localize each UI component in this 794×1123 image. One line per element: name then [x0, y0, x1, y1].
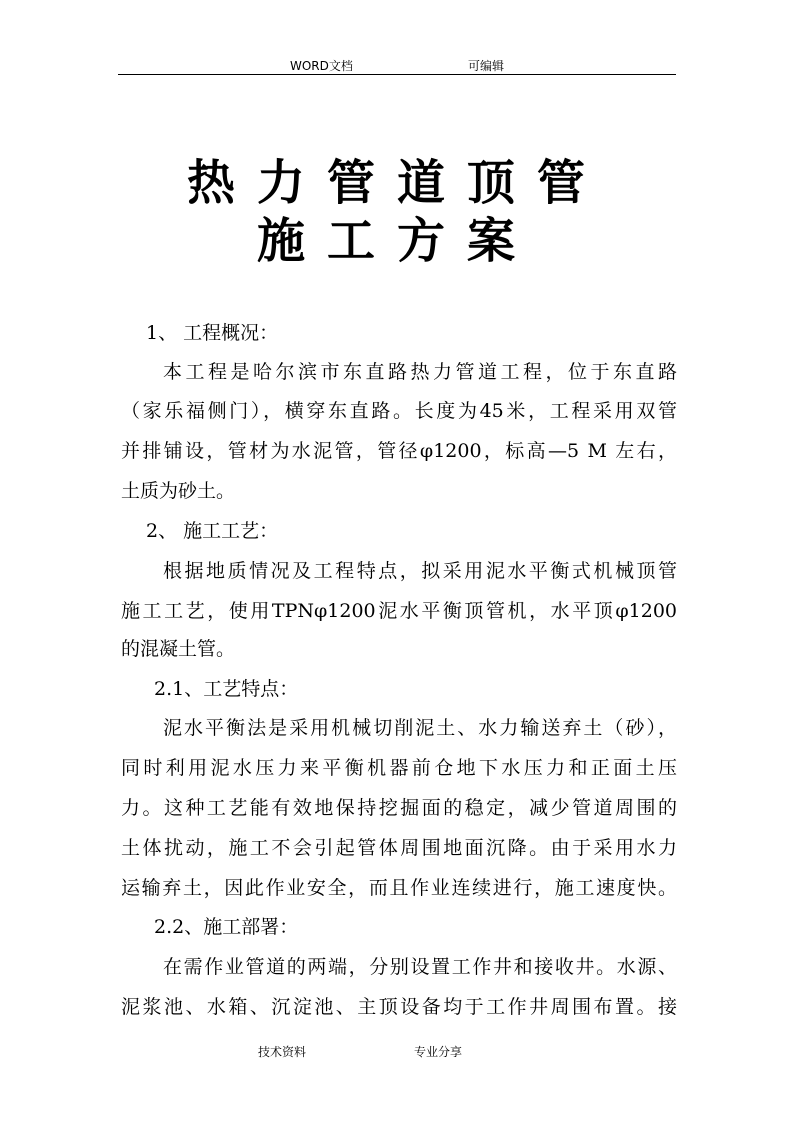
paragraph-line: 土质为砂土。 [121, 480, 236, 502]
section-2-1-heading: 2.1、工艺特点： [154, 678, 299, 700]
paragraph-line: 力。这种工艺能有效地保持挖掘面的稳定，减少管道周围的 [121, 797, 677, 819]
paragraph-line: （家乐福侧门），横穿东直路。长度为45米，工程采用双管 [121, 400, 677, 422]
section-2-heading: 2、 施工工艺： [146, 520, 279, 542]
paragraph-line: 泥水平衡法是采用机械切削泥土、水力输送弃土（砂）， [163, 717, 677, 739]
paragraph-line: 的混凝土管。 [121, 638, 236, 660]
paragraph-line: 泥浆池、水箱、沉淀池、主顶设备均于工作井周围布置。接 [121, 996, 677, 1018]
document-title-line-2: 施工方案 [256, 213, 537, 269]
header-right-text: 可编辑 [468, 59, 505, 73]
document-title-line-1: 热力管道顶管 [186, 155, 607, 211]
paragraph-line: 在需作业管道的两端，分别设置工作井和接收井。水源、 [163, 956, 677, 978]
footer-right-text: 专业分享 [414, 1045, 463, 1059]
paragraph-line: 土体扰动，施工不会引起管体周围地面沉降。由于采用水力 [121, 837, 677, 859]
paragraph-line: 运输弃土，因此作业安全，而且作业连续进行，施工速度快。 [121, 877, 677, 899]
paragraph-line: 并排铺设，管材为水泥管，管径φ1200，标高—5 M 左右， [121, 440, 677, 462]
page-header [118, 56, 676, 75]
paragraph-line: 本工程是哈尔滨市东直路热力管道工程，位于东直路 [163, 361, 677, 383]
paragraph-line: 施工工艺，使用TPNφ1200泥水平衡顶管机，水平顶φ1200 [121, 600, 677, 622]
header-left-text: WORD文档 [290, 59, 353, 73]
paragraph-line: 根据地质情况及工程特点，拟采用泥水平衡式机械顶管 [163, 560, 677, 582]
section-2-2-heading: 2.2、施工部署： [154, 916, 299, 938]
footer-left-text: 技术资料 [258, 1045, 307, 1059]
section-1-heading: 1、 工程概况： [146, 322, 279, 344]
paragraph-line: 同时利用泥水压力来平衡机器前仓地下水压力和正面土压 [121, 757, 677, 779]
